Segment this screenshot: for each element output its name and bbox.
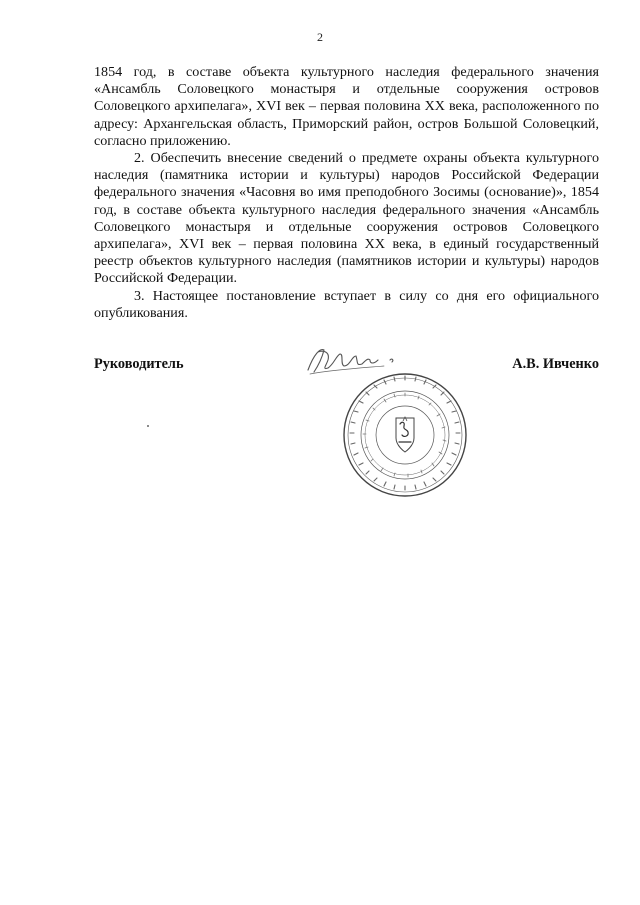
document-body bbox=[94, 64, 599, 322]
page-number: 2 bbox=[317, 30, 323, 44]
scan-speck bbox=[147, 425, 149, 427]
paragraph-item-3: 3. Настоящее постановление вступает в силу со дня его официального опубликования. bbox=[94, 287, 599, 321]
signer-title: Руководитель bbox=[94, 356, 184, 372]
seal-icon bbox=[342, 372, 468, 498]
signer-name: А.В. Ивченко bbox=[512, 356, 599, 372]
paragraph-item-2: 2. Обеспечить внесение сведений о предмете охраны объекта культурного наследия (памятника истории и культуры) народов Российской Федерации федерального значения «Часовня во имя преподобного Зосимы (основание)», 1854 год, в составе объекта культурного наследия федерального значения «Ансамбль Соловецкого монастыря и отдельные сооружения островов Соловецкого архипелага», XVI век – первая половина XX века, в единый государственный реестр объектов культурного наследия (памятников истории и культуры) народов Российской Федерации. bbox=[94, 150, 599, 287]
paragraph-continuation: 1854 год, в составе объекта культурного наследия федерального значения «Ансамбль Соловецкого монастыря и отдельные сооружения островов Соловецкого архипелага», XVI век – первая половина XX века, расположенного по адресу: Архангельская область, Приморский район, остров Большой Соловецкий, согласно приложению. bbox=[94, 64, 599, 149]
